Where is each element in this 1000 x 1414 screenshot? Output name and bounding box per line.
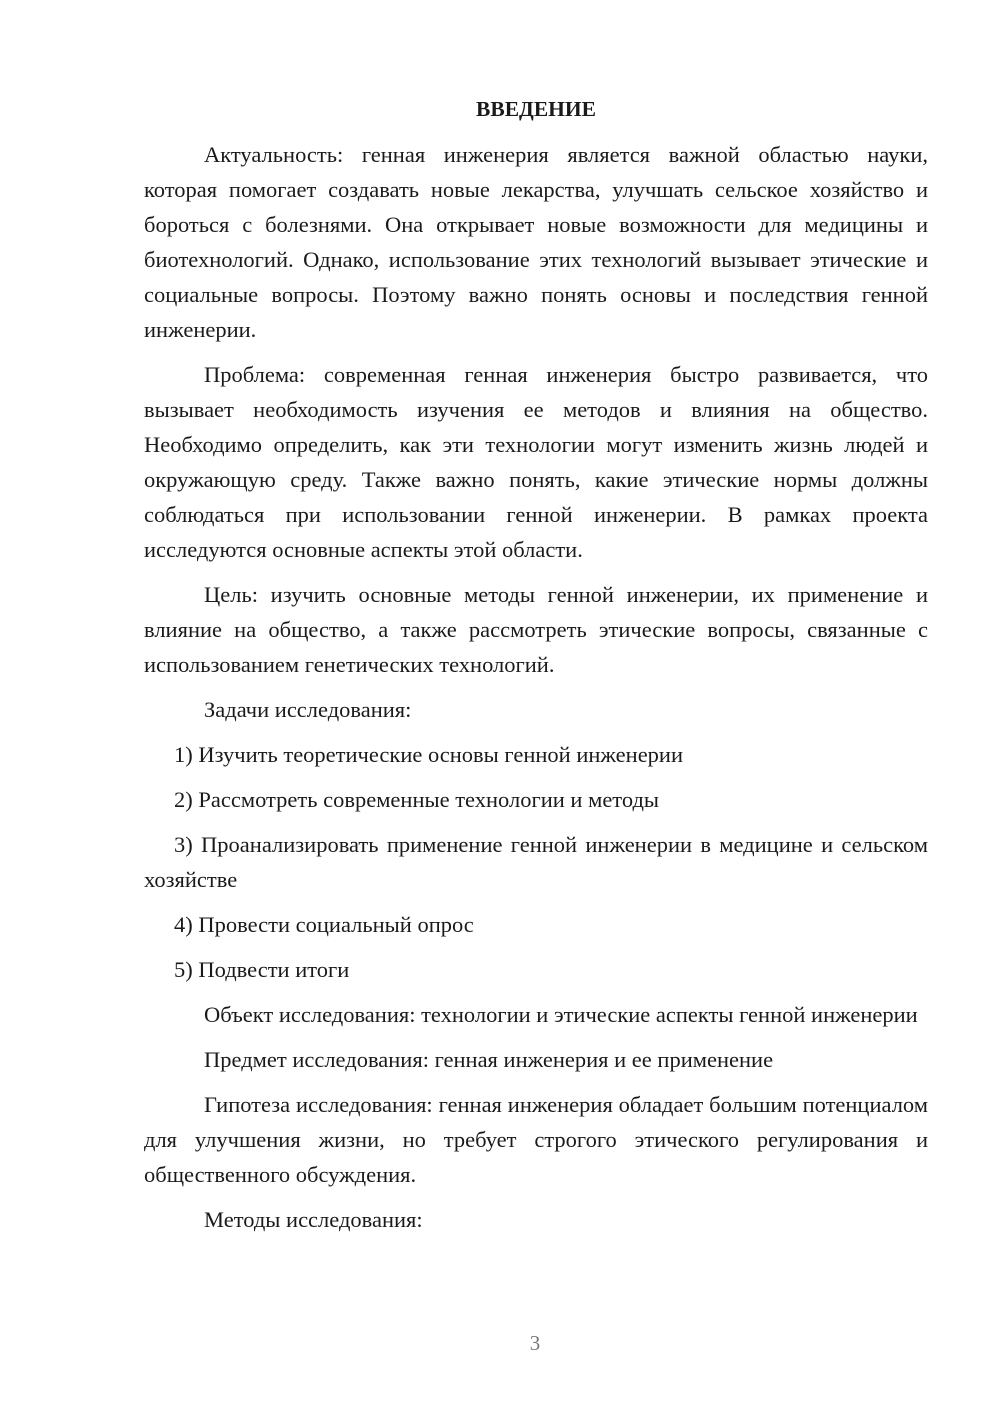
list-item: 3) Проанализировать применение генной инженерии в медицине и сельском хозяйстве [144, 832, 928, 892]
list-item: 5) Подвести итоги [174, 957, 350, 982]
paragraph-object: Объект исследования: технологии и этические аспекты генной инженерии [204, 1002, 918, 1027]
methods-heading: Методы исследования: [204, 1207, 423, 1232]
paragraph-subject: Предмет исследования: генная инженерия и ее применение [204, 1047, 774, 1072]
tasks-list [144, 737, 928, 987]
paragraph-goal: Цель: изучить основные методы генной инженерии, их применение и влияние на общество, а также рассмотреть этические вопросы, связанные с использованием генетических технологий. [144, 582, 928, 677]
paragraph-hypothesis: Гипотеза исследования: генная инженерия обладает большим потенциалом для улучшения жизни, но требует строгого этического регулирования и общественного обсуждения. [144, 1092, 928, 1187]
tasks-heading: Задачи исследования: [204, 697, 412, 722]
list-item: 4) Провести социальный опрос [174, 912, 474, 937]
list-item: 2) Рассмотреть современные технологии и методы [174, 787, 660, 812]
section-title: ВВЕДЕНИЕ [476, 97, 596, 121]
list-item: 1) Изучить теоретические основы генной инженерии [174, 742, 684, 767]
page-number: 3 [529, 1331, 541, 1355]
paragraph-problem: Проблема: современная генная инженерия быстро развивается, что вызывает необходимость изучения ее методов и влияния на общество. Необходимо определить, как эти технологии могут изменить жизнь людей и окружающую среду. Также важно понять, какие этические нормы должны соблюдаться при использовании генной инженерии. В рамках проекта исследуются основные аспекты этой области. [144, 362, 928, 562]
document-page [144, 92, 928, 1247]
paragraph-relevance: Актуальность: генная инженерия является важной областью науки, которая помогает создавать новые лекарства, улучшать сельское хозяйство и бороться с болезнями. Она открывает новые возможности для медицины и биотехнологий. Однако, использование этих технологий вызывает этические и социальные вопросы. Поэтому важно понять основы и последствия генной инженерии. [144, 142, 928, 342]
